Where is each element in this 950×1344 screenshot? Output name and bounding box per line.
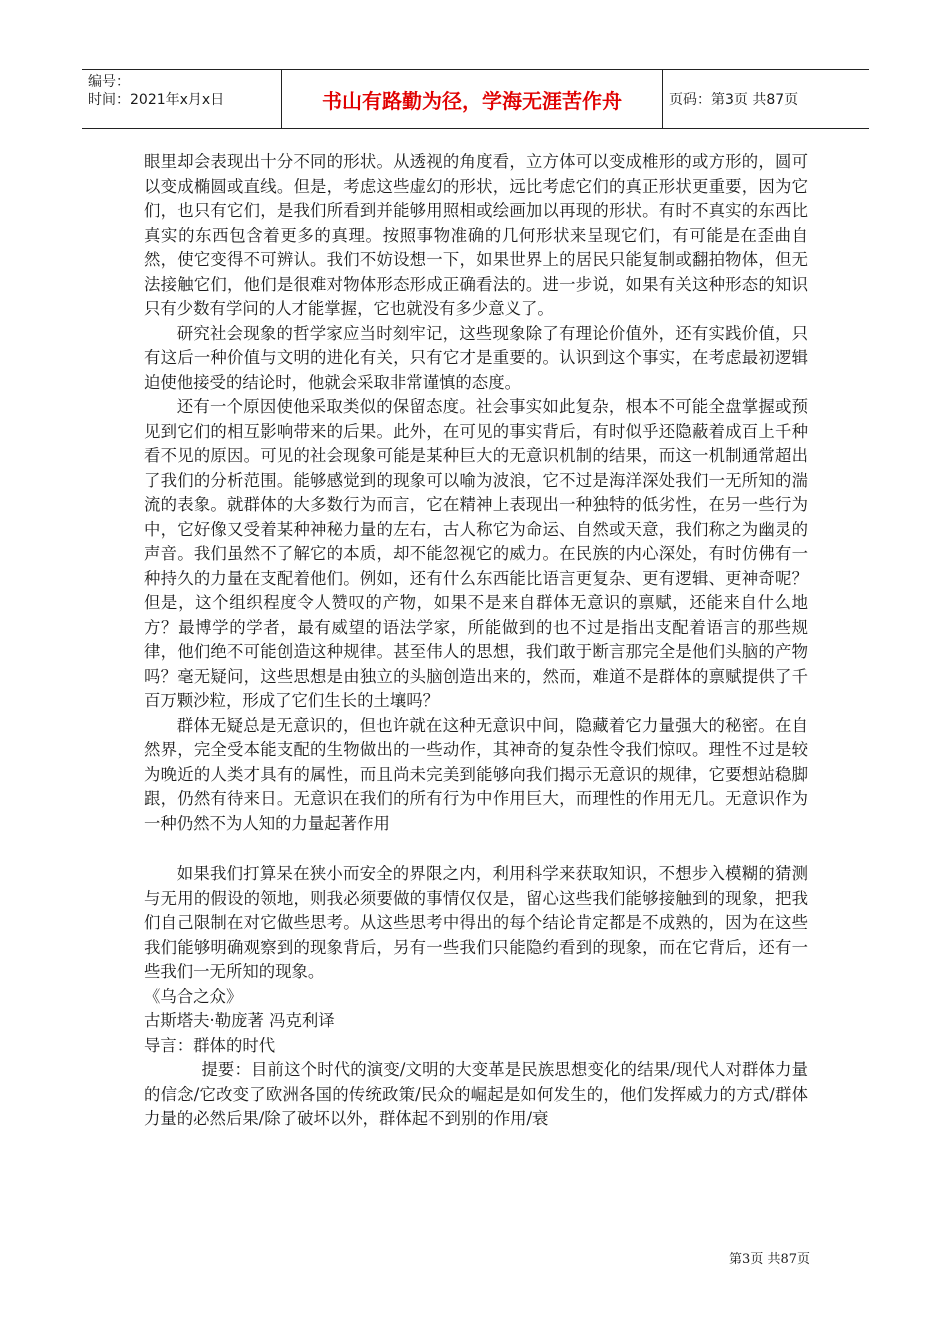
document-number: 编号：	[88, 74, 130, 90]
header-meta	[82, 70, 282, 128]
chapter-title: 导言：群体的时代	[144, 1035, 276, 1055]
document-date: 时间：2021年x月x日	[88, 92, 225, 108]
header-motto: 书山有路勤为径，学海无涯苦作舟	[282, 70, 663, 128]
page-footer: 第3页 共87页	[729, 1252, 810, 1267]
header-page-info: 页码：第3页 共87页	[669, 92, 799, 108]
document-body	[144, 150, 808, 1132]
blank-line	[144, 836, 808, 862]
paragraph: 还有一个原因使他采取类似的保留态度。社会事实如此复杂，根本不可能全盘掌握或预见到它们的相互影响带来的后果。此外，在可见的事实背后，有时似乎还隐蔽着成百上千种看不见的原因。可见的社会现象可能是某种巨大的无意识机制的结果，而这一机制通常超出了我们的分析范围。能够感觉到的现象可以喻为波浪，它不过是海洋深处我们一无所知的湍流的表象。就群体的大多数行为而言，它在精神上表现出一种独特的低劣性，在另一些行为中，它好像又受着某种神秘力量的左右，古人称它为命运、自然或天意，我们称之为幽灵的声音。我们虽然不了解它的本质，却不能忽视它的威力。在民族的内心深处，有时仿佛有一种持久的力量在支配着他们。例如，还有什么东西能比语言更复杂、更有逻辑、更神奇呢？但是，这个组织程度令人赞叹的产物，如果不是来自群体无意识的禀赋，还能来自什么地方？最博学的学者，最有威望的语法学家，所能做到的也不过是指出支配着语言的那些规律，他们绝不可能创造这种规律。甚至伟人的思想，我们敢于断言那完全是他们头脑的产物吗？毫无疑问，这些思想是由独立的头脑创造出来的，然而，难道不是群体的禀赋提供了千百万颗沙粒，形成了它们生长的土壤吗？	[144, 397, 808, 710]
paragraph: 群体无疑总是无意识的，但也许就在这种无意识中间，隐藏着它力量强大的秘密。在自然界，完全受本能支配的生物做出的一些动作，其神奇的复杂性令我们惊叹。理性不过是较为晚近的人类才具有的属性，而且尚未完美到能够向我们揭示无意识的规律，它要想站稳脚跟，仍然有待来日。无意识在我们的所有行为中作用巨大，而理性的作用无几。无意识作为一种仍然不为人知的力量起著作用	[144, 715, 808, 833]
chapter-summary: 提要：目前这个时代的演变/文明的大变革是民族思想变化的结果/现代人对群体力量的信念/它改变了欧洲各国的传统政策/民众的崛起是如何发生的，他们发挥威力的方式/群体力量的必然后果/除了破坏以外，群体起不到别的作用/衰	[144, 1060, 808, 1128]
paragraph: 眼里却会表现出十分不同的形状。从透视的角度看，立方体可以变成椎形的或方形的，圆可以变成椭圆或直线。但是，考虑这些虚幻的形状，远比考虑它们的真正形状更重要，因为它们，也只有它们，是我们所看到并能够用照相或绘画加以再现的形状。有时不真实的东西比真实的东西包含着更多的真理。按照事物准确的几何形状来呈现它们，有可能是在歪曲自然，使它变得不可辨认。我们不妨设想一下，如果世界上的居民只能复制或翻拍物体，但无法接触它们，他们是很难对物体形态形成正确看法的。进一步说，如果有关这种形态的知识只有少数有学问的人才能掌握，它也就没有多少意义了。	[144, 152, 808, 318]
book-author: 古斯塔夫·勒庞著 冯克利译	[144, 1011, 335, 1030]
paragraph: 研究社会现象的哲学家应当时刻牢记，这些现象除了有理论价值外，还有实践价值，只有这后一种价值与文明的进化有关，只有它才是重要的。认识到这个事实，在考虑最初逻辑迫使他接受的结论时，他就会采取非常谨慎的态度。	[144, 323, 808, 392]
book-title: 《乌合之众》	[144, 986, 243, 1006]
paragraph: 如果我们打算呆在狭小而安全的界限之内，利用科学来获取知识，不想步入模糊的猜测与无用的假设的领地，则我必须要做的事情仅仅是，留心这些我们能够接触到的现象，把我们自己限制在对它做些思考。从这些思考中得出的每个结论肯定都是不成熟的，因为在这些我们能够明确观察到的现象背后，另有一些我们只能隐约看到的现象，而在它背后，还有一些我们一无所知的现象。	[144, 864, 808, 981]
page-header	[82, 69, 869, 129]
